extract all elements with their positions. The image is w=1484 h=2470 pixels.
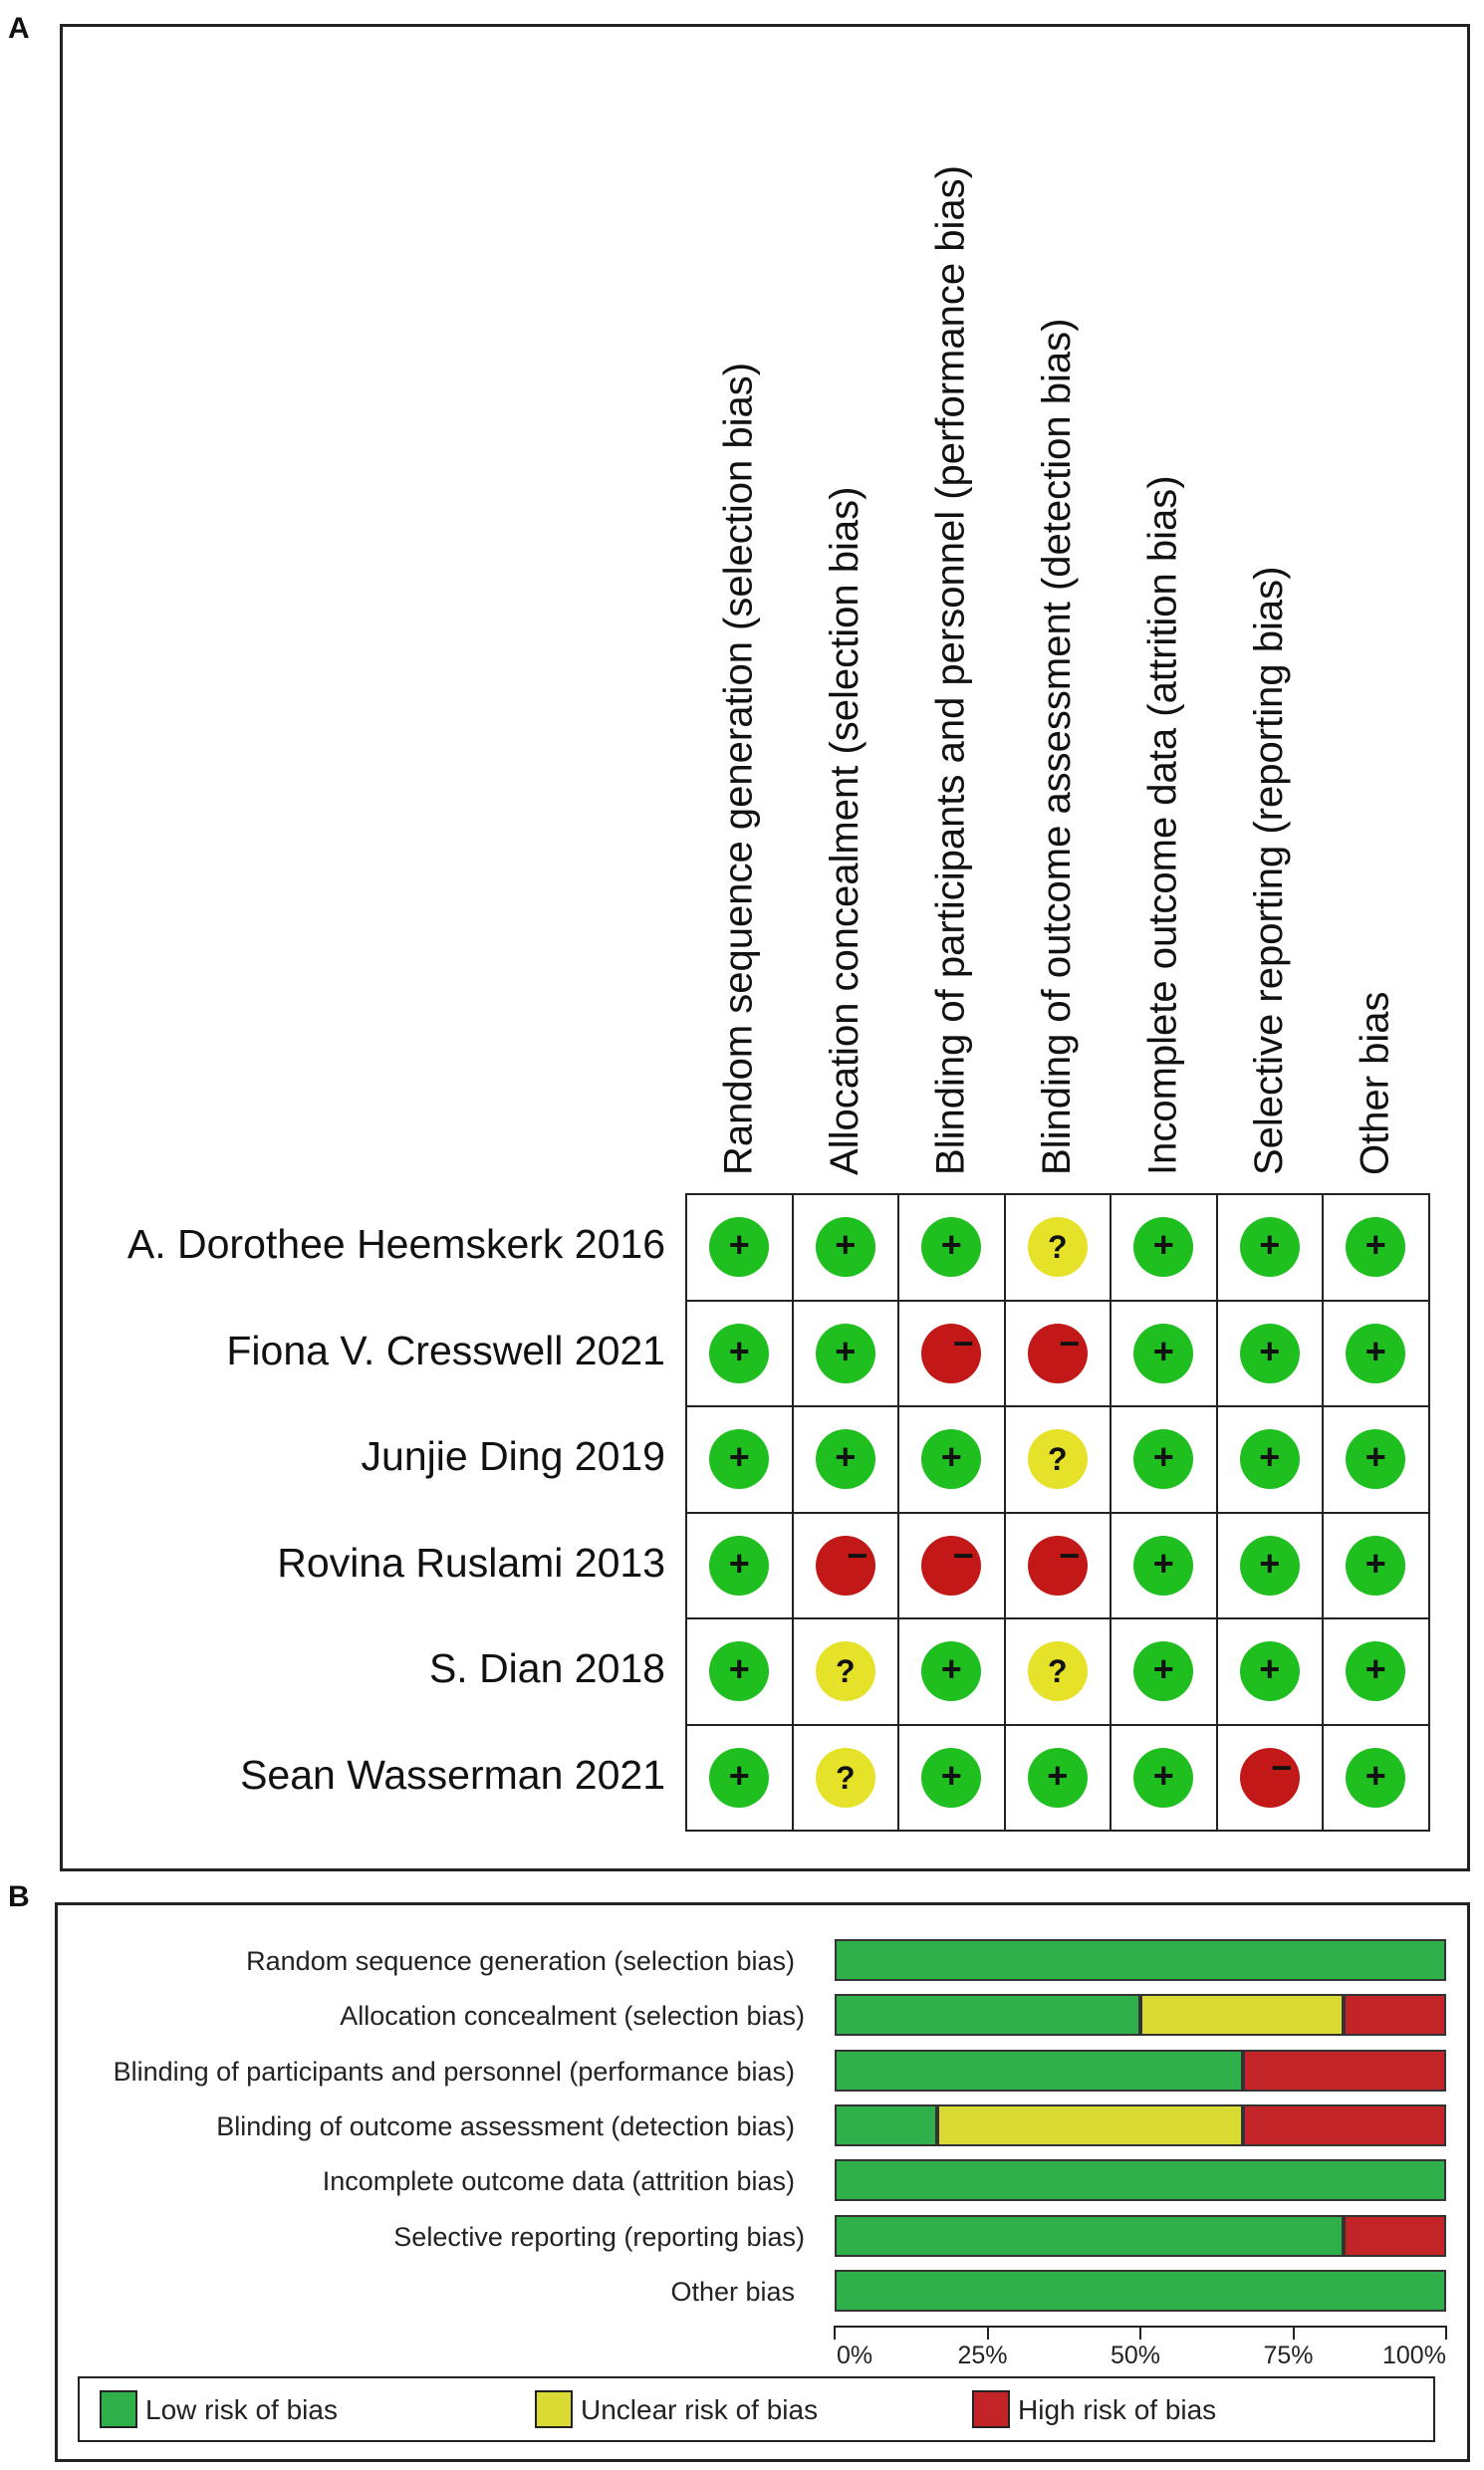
judgement-symbol: + [1259,1436,1281,1478]
x-tick-label: 50% [1111,2342,1161,2369]
study-label: S. Dian 2018 [428,1645,665,1692]
domain-header: Blinding of outcome assessment (detection bias) [1034,318,1079,1175]
judgement-symbol: + [940,1648,962,1690]
bias-domain-label: Blinding of outcome assessment (detection bias) [216,2110,795,2141]
judgement-symbol: + [1364,1224,1386,1266]
x-tick-label: 0% [837,2342,873,2369]
judgement-symbol: ? [835,1759,856,1796]
judgement-symbol: + [1152,1330,1174,1371]
x-tick-label: 75% [1263,2342,1314,2369]
judgement-symbol: + [835,1436,857,1478]
judgement-symbol: + [1152,1224,1174,1266]
study-label: Sean Wasserman 2021 [240,1751,665,1798]
domain-header: Allocation concealment (selection bias) [822,486,866,1175]
judgement-symbol: ? [835,1653,856,1690]
panel-b-label: B [8,1880,30,1913]
bias-domain-label: Random sequence generation (selection bias) [246,1946,795,1976]
domain-header: Other bias [1353,991,1397,1175]
judgement-symbol: + [940,1224,962,1266]
judgement-symbol: + [1047,1754,1069,1796]
judgement-symbol: ? [1047,1441,1068,1478]
judgement-symbol: + [1364,1754,1386,1796]
judgement-symbol: + [1364,1436,1386,1478]
judgement-symbol: + [835,1224,857,1266]
x-axis-tick [1445,2326,1447,2340]
study-label: Junjie Ding 2019 [361,1433,665,1480]
judgement-symbol: ? [1047,1653,1068,1690]
bar-segment-unclear [1140,1994,1344,2036]
judgement-symbol: + [1259,1330,1281,1371]
judgement-symbol: − [952,1322,974,1363]
judgement-symbol: + [1364,1330,1386,1371]
judgement-symbol: + [835,1330,857,1371]
bar-segment-low [835,2104,937,2146]
judgement-symbol: + [1364,1542,1386,1584]
judgement-symbol: + [728,1330,750,1371]
judgement-symbol: + [1152,1754,1174,1796]
bar-segment-high [1243,2104,1446,2146]
legend-swatch-unclear [535,2390,573,2428]
x-tick-label: 100% [1382,2342,1446,2369]
judgement-symbol: + [728,1436,750,1478]
judgement-symbol: − [952,1534,974,1576]
judgement-symbol: + [728,1648,750,1690]
bias-domain-label: Incomplete outcome data (attrition bias) [322,2166,795,2197]
judgement-symbol: − [1059,1322,1081,1363]
judgement-symbol: + [1152,1436,1174,1478]
judgement-symbol: + [728,1542,750,1584]
bar-segment-low [835,2270,1446,2312]
panel-a-label: A [8,12,30,45]
judgement-symbol: ? [1047,1229,1068,1266]
judgement-symbol: + [1259,1648,1281,1690]
legend-label: Low risk of bias [145,2394,338,2425]
bar-segment-low [835,2215,1344,2257]
judgement-symbol: − [847,1534,868,1576]
legend-swatch-low [100,2390,137,2428]
legend-label: Unclear risk of bias [581,2394,819,2425]
x-axis-tick [987,2326,989,2340]
judgement-symbol: + [728,1754,750,1796]
bar-segment-low [835,1994,1140,2036]
judgement-symbol: − [1059,1534,1081,1576]
judgement-symbol: + [1152,1648,1174,1690]
bar-segment-low [835,2050,1243,2092]
bar-segment-low [835,1939,1446,1981]
judgement-symbol: − [1271,1746,1293,1788]
bar-segment-high [1344,1994,1446,2036]
x-tick-label: 25% [957,2342,1008,2369]
legend-label: High risk of bias [1018,2394,1217,2425]
bar-segment-high [1243,2050,1446,2092]
study-label: A. Dorothee Heemskerk 2016 [126,1221,665,1268]
domain-header: Selective reporting (reporting bias) [1246,566,1291,1175]
bias-domain-label: Blinding of participants and personnel (performance bias) [113,2056,795,2087]
judgement-symbol: + [1364,1648,1386,1690]
study-label: Fiona V. Cresswell 2021 [226,1327,665,1373]
bar-segment-unclear [937,2104,1243,2146]
judgement-symbol: + [728,1224,750,1266]
domain-header: Blinding of participants and personnel (performance bias) [928,165,973,1175]
judgement-symbol: + [1152,1542,1174,1584]
legend-swatch-high [972,2390,1010,2428]
bar-segment-low [835,2159,1446,2201]
bias-domain-label: Other bias [670,2276,795,2307]
bar-segment-high [1344,2215,1446,2257]
x-axis-tick [1293,2326,1295,2340]
judgement-symbol: + [1259,1542,1281,1584]
bias-domain-label: Allocation concealment (selection bias) [340,2001,805,2032]
domain-header: Random sequence generation (selection bias) [716,362,761,1175]
domain-header: Incomplete outcome data (attrition bias) [1140,475,1185,1175]
judgement-symbol: + [940,1436,962,1478]
judgement-symbol: + [1259,1224,1281,1266]
judgement-symbol: + [940,1754,962,1796]
x-axis-tick [834,2326,836,2340]
x-axis-tick [1139,2326,1141,2340]
study-label: Rovina Ruslami 2013 [277,1539,665,1586]
bias-domain-label: Selective reporting (reporting bias) [393,2221,805,2252]
